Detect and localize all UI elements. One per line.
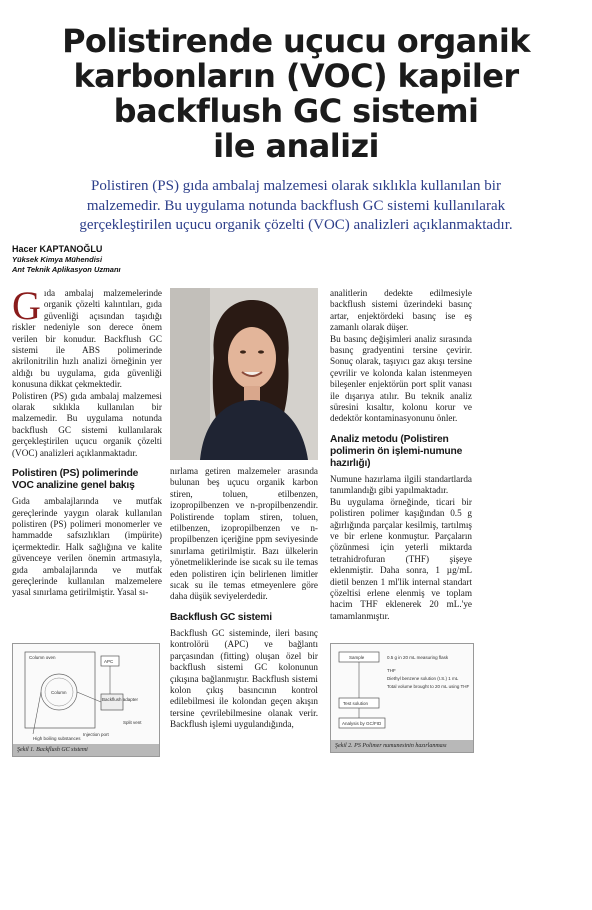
lead-line-1: Polistiren (PS) gıda ambalaj malzemesi olarak sıklıkla kullanılan bir xyxy=(91,178,501,194)
col1-paragraph-3: Gıda ambalajlarında ve mutfak gereçlerinde yaygın olarak kullanılan polistiren (PS) polimeri monomerler ve hammadde safsızlıkları (impürite) içermektedir. Halk sağlığına ve kalite güvenceye verilen önemin artmasıyla, gıda ambalajlarında ve mutfak gereçlerinde kullanılan malzemelere yasal sınırlama getirilmiştir. Yasal sı- xyxy=(12,496,162,598)
label-backflush-adapter: Backflush adapter xyxy=(102,697,139,702)
figure-1-backflush-diagram xyxy=(12,643,160,757)
figure-2-sample-prep xyxy=(330,643,474,753)
column-1 xyxy=(12,283,162,599)
col3-heading: Analiz metodu (Polistiren polimerin ön işlemi-numune hazırlığı) xyxy=(330,433,463,469)
step-analysis-label: Analysis by GC/FID xyxy=(342,721,382,726)
step-sample-label: Sample xyxy=(349,655,365,660)
label-apc: APC xyxy=(104,659,114,664)
figure-1-caption: Şekil 1. Backflush GC sistemi xyxy=(13,744,159,756)
label-column: Column xyxy=(51,690,67,695)
col3-paragraph-4: Bu uygulama örneğinde, ticari bir polistiren polimer kaşığından 0.5 g ağırlığında parçalar kesilmiş, tartılmış ve bir erlene konmuştur. Parçaların çözünmesi için yeterli miktarda tetrahidrofuran (THF) şişeye eklenmiştir. Daha sonra, 1 µg/mL dietil benzen 1 ml'lik internal standart çözeltisi erlene elenmiş ve toplam hacim THF eklenerek 20 mL.'ye tamamlanmıştır. xyxy=(330,496,472,621)
title-line-4: ile analizi xyxy=(213,127,379,165)
column-3 xyxy=(330,288,472,622)
backflush-diagram xyxy=(13,644,159,744)
col2-heading: Backflush GC sistemi xyxy=(170,611,272,623)
author-title: Yüksek Kimya Mühendisi xyxy=(12,254,103,264)
step-sample-note: 0.5 g in 20 mL measuring flask xyxy=(387,655,449,660)
article-title xyxy=(0,24,592,164)
note-diethyl: Diethyl benzene solution (I.S.) 1 mL xyxy=(387,676,459,681)
note-total-volume: Total volume brought to 20 mL using THF xyxy=(387,684,470,689)
author-name: Hacer KAPTANOĞLU xyxy=(12,244,103,254)
col1-paragraph-2: Polistiren (PS) gıda ambalaj malzemesi olarak sıklıkla kullanılan bir malzemedir. Bu uygulama notunda backflush GC sistemi kullanılarak gerçekleştirilen uçucu organik çözelti (VOC) analizleri açıklanmaktadır. xyxy=(12,390,162,458)
label-injection-port: Injection port xyxy=(83,732,109,737)
col1-heading: Polistiren (PS) polimerinde VOC analizine genel bakış xyxy=(12,468,139,492)
lead-line-3: gerçekleştirilen uçucu organik çözelti (VOC) analizleri açıklanmaktadır. xyxy=(79,217,513,233)
step-test-solution-label: Test solution xyxy=(343,701,369,706)
col2-paragraph-1: nırlama getiren malzemeler arasında bulunan beş uçucu organik karbon stiren, toluen, etilbenzen, izopropilbenzen ve n-propilbenzendir. Polistirende toplam stiren, toluen, etilbenzen, izopropilbenzen ve n-propilbenzen içeriğine ppm seviyesinde sınırlama getirilmiştir. Bazı ülkelerin yönetmeliklerinde ise sıcak su ile temas eden polistiren için belirlenen limitler sıcak su ile temas etmeyenlere göre daha düşük seviyelerdedir. xyxy=(170,466,318,602)
col1-paragraph-1 xyxy=(12,283,162,391)
article-lead xyxy=(20,177,572,236)
col1-p1-text: ıda ambalaj malzemelerinde organik çözelti kalıntıları, gıda güvenliği açısından taşıdığı riskler nedeniyle son derece önem verilen bir konudur. Backflush GC sistemi ile ABS polimerinde akrilonitrilin hızlı analizi örneğinin yer aldığı bu uygulama, gıda güvenliği konusuna dikkat çekmektedir. xyxy=(12,288,162,390)
label-high-boiling: High boiling substances xyxy=(33,736,81,741)
col3-paragraph-3: Numune hazırlama ilgili standartlarda tanımlandığı gibi yapılmaktadır. xyxy=(330,473,472,496)
col3-paragraph-2: Bu basınç değişimleri analiz sırasında basınç gradyentini tersine çevirir. Sonuç olarak, taşıyıcı gaz akışı tersine çevrilir ve kolonda kalan istenmeyen bileşenler enjektörün port split vanası ile dışarıya atılır. Bu teknik analiz süresini kısaltır, kolonu korur ve dedektör kontaminasyonunu önler. xyxy=(330,333,472,424)
author-portrait-image xyxy=(170,288,318,460)
col2-paragraph-2: Backflush GC sisteminde, ileri basınç kontrolörü (APC) ve bağlantı parçasından (fitting) oluşan özel bir backflush sistemi GC kolonunun çıkışına bağlanmıştır. Backflush sistemi kolon çıkış basıncının kontrol edilebilmesi ile kolondan geçen akışın tersine çevrilebilmesine olanak verir. Backflush işlemi uygulandığında, xyxy=(170,627,318,730)
author-photo xyxy=(170,288,318,460)
title-line-3: backflush GC sistemi xyxy=(113,92,479,130)
label-column-oven: Column oven xyxy=(29,655,56,660)
lead-line-2: malzemedir. Bu uygulama notunda backflush GC sistemi kullanılarak xyxy=(86,197,506,214)
sample-prep-flowchart xyxy=(331,644,473,740)
author-block xyxy=(12,244,121,276)
pipe-column-adapter xyxy=(77,692,101,702)
title-line-2: karbonların (VOC) kapiler xyxy=(73,57,519,95)
title-line-1: Polistirende uçucu organik xyxy=(62,22,530,60)
author-affiliation: Ant Teknik Aplikasyon Uzmanı xyxy=(12,265,121,274)
col3-paragraph-1: analitlerin dedekte edilmesiyle backflush sistemi üzerindeki basınç artar, enjektördeki basınç ise eş zamanlı olarak düşer. xyxy=(330,288,472,333)
note-thf: THF xyxy=(387,668,396,673)
column-2 xyxy=(170,466,318,731)
label-split-vent: Split vent xyxy=(123,720,142,725)
figure-2-caption: Şekil 2. PS Polimer numunesinin hazırlanması xyxy=(331,740,473,752)
dropcap: G xyxy=(12,283,41,328)
